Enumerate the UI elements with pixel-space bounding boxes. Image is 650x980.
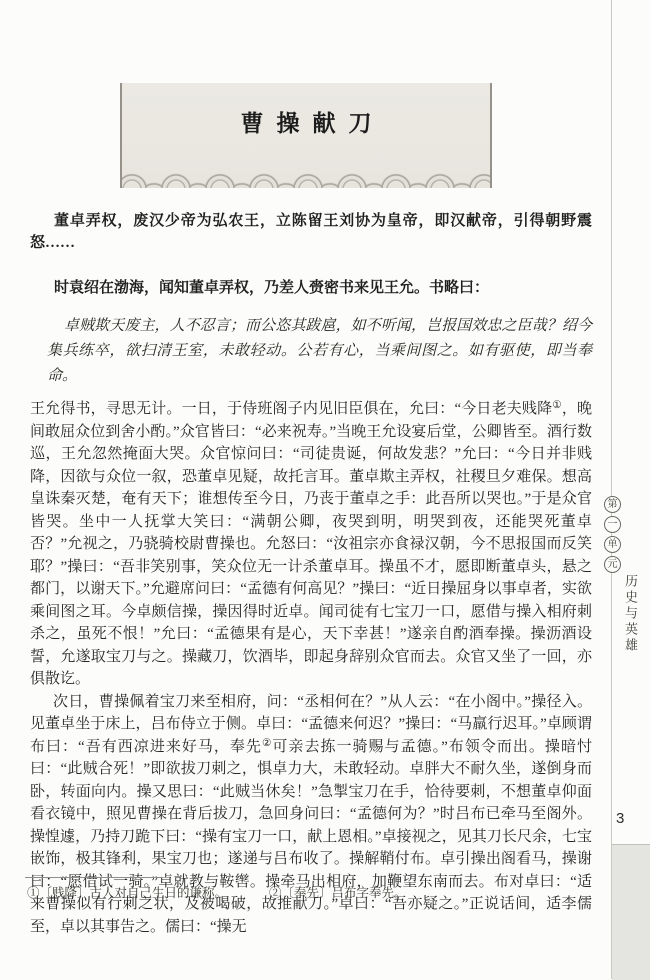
unit-subtitle-vertical: 历史与英雄 [623, 574, 638, 654]
body-paragraph-2-text: 次日，曹操佩着宝刀来至相府，问：“丞相何在？”从人云：“在小阁中。”操径入。见董卓坐于床上，吕布侍立于侧。卓曰：“孟德来何迟？”操曰：“马羸行迟耳。”卓顾谓布曰：“吾有西凉进来好马，奉先 [30, 693, 592, 755]
page-number: 3 [616, 810, 625, 827]
footnote-divider [25, 877, 162, 878]
body-paragraph-2-text: 可亲去拣一骑赐与孟德。”布领令而出。操暗忖曰：“此贼合死！”即欲拔刀刺之，惧卓力大，未敢轻动。卓胖大不耐久坐，遂倒身而卧，转面向内。操又思曰：“此贼当休矣！”急掣宝刀在手，恰待要刺，不想董卓仰面看衣镜中，照见曹操在背后拔刀，急回身问曰：“孟德何为？”时吕布已牵马至阁外。操惶遽，乃持刀跪下曰：“操有宝刀一口，献上恩相。”卓接视之，见其刀长尺余，七宝嵌饰，极其锋利，果宝刀也；遂递与吕布收了。操解鞘付布。卓引操出阁看马，操谢曰：“愿借试一骑。”卓就教与鞍辔。操牵马出相府，加鞭望东南而去。布对卓曰：“适来曹操似有行刺之状，及被喝破，故推献刀。”卓曰：“吾亦疑之。”正说话间，适李儒至，卓以其事告之。儒曰：“操无 [30, 738, 592, 935]
footnote-marker-2: ② [261, 737, 273, 749]
intro-paragraph-2: 时袁绍在渤海，闻知董卓弄权，乃差人赍密书来见王允。书略曰： [54, 280, 490, 296]
body-paragraph-1 [30, 398, 592, 691]
unit-badge-char: 元 [604, 556, 621, 573]
sidebar-rule [611, 0, 612, 979]
cloud-wave-ornament [122, 162, 490, 188]
footnote-1: ①〔贱降〕古人对自己生日的谦称。 [27, 886, 228, 900]
body-paragraph-1-text: 王允得书，寻思无计。一日，于侍班阁子内见旧臣俱在，允曰：“今日老夫贱降 [30, 401, 553, 417]
lesson-title-banner [120, 83, 492, 188]
letter-quote: 卓贼欺天废主，人不忍言；而公恣其跋扈，如不听闻，岂报国效忠之臣哉？绍今集兵练卒，欲扫清王室，未敢轻动。公若有心，当乘间图之。如有驱使，即当奉命。 [47, 318, 592, 384]
intro-paragraph-1: 董卓弄权，废汉少帝为弘农王，立陈留王刘协为皇帝，即汉献帝，引得朝野震怒…… [30, 213, 592, 251]
unit-badge [604, 496, 621, 573]
footnote-2: ②〔奉先〕吕布字奉先。 [269, 886, 407, 900]
page-corner-strip [612, 844, 650, 980]
body-paragraph-1-text: ，晚间敢屈众位到舍小酌。”众官皆曰：“必来祝寿。”当晚王允设宴后堂，公卿皆至。酒行数巡，王允忽然掩面大哭。众官惊问曰：“司徒贵诞，何故发悲？”允曰：“今日并非贱降，因欲与众位一叙，恐董卓见疑，故托言耳。董卓欺主弄权，社稷旦夕难保。想高皇诛秦灭楚，奄有天下；谁想传至今日，乃丧于董卓之手：此吾所以哭也。”于是众官皆哭。坐中一人抚掌大笑曰：“满朝公卿，夜哭到明，明哭到夜，还能哭死董卓否？”允视之，乃骁骑校尉曹操也。允怒曰：“汝祖宗亦食禄汉朝，今不思报国而反笑耶？”操曰：“吾非笑别事，笑众位无一计杀董卓耳。操虽不才，愿即断董卓头，悬之都门，以谢天下。”允避席问曰：“孟德有何高见？”操曰：“近日操屈身以事卓者，实欲乘间图之耳。今卓颇信操，操因得时近卓。闻司徒有七宝刀一口，愿借与操入相府刺杀之，虽死不恨！”允曰：“孟德果有是心，天下幸甚！”遂亲自酌酒奉操。操沥酒设誓，允遂取宝刀与之。操藏刀，饮酒毕，即起身辞别众官而去。众官又坐了一回，亦俱散讫。 [30, 401, 592, 687]
unit-badge-char: 第 [604, 496, 621, 513]
unit-badge-char: 单 [604, 536, 621, 553]
lesson-title: 曹操献刀 [240, 111, 385, 136]
lesson-body [30, 210, 592, 938]
footnotes [27, 884, 587, 902]
unit-badge-char: 一 [604, 516, 621, 533]
footnote-marker-1: ① [552, 400, 562, 411]
